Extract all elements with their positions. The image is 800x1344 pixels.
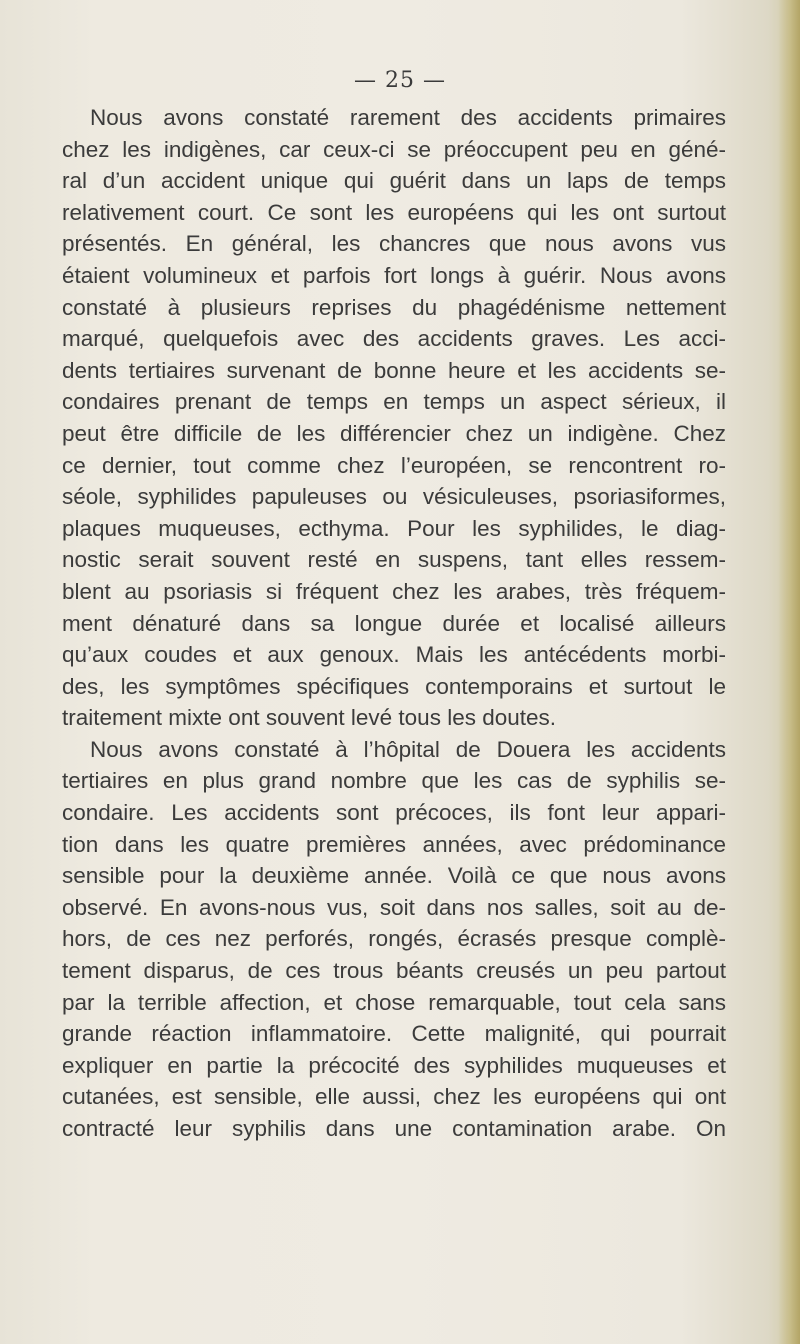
text-line: ment dénaturé dans sa longue durée et localisé ailleurs	[62, 610, 726, 636]
text-line: présentés. En général, les chancres que nous avons vus	[62, 231, 726, 257]
text-line: par la terrible affection, et chose remarquable, tout cela sans	[62, 989, 726, 1015]
body-text	[62, 102, 726, 1145]
text-line: blent au psoriasis si fréquent chez les arabes, très fréquem-	[62, 578, 726, 604]
text-line: relativement court. Ce sont les européens qui les ont surtout	[62, 199, 726, 225]
text-line: dents tertiaires survenant de bonne heure et les accidents se-	[62, 357, 726, 383]
text-line: qu’aux coudes et aux genoux. Mais les antécédents morbi-	[62, 642, 726, 668]
text-line: chez les indigènes, car ceux-ci se préoccupent peu en géné-	[62, 136, 726, 162]
text-line: des, les symptômes spécifiques contemporains et surtout le	[62, 673, 726, 699]
text-line: contracté leur syphilis dans une contamination arabe. On	[62, 1116, 726, 1141]
text-line: condaires prenant de temps en temps un aspect sérieux, il	[62, 389, 726, 415]
text-line: plaques muqueuses, ecthyma. Pour les syphilides, le diag-	[62, 515, 726, 541]
text-line: Nous avons constaté à l’hôpital de Douera les accidents	[90, 736, 726, 762]
text-line: observé. En avons-nous vus, soit dans nos salles, soit au de-	[62, 894, 726, 920]
text-line: nostic serait souvent resté en suspens, tant elles ressem-	[62, 547, 726, 573]
text-line: hors, de ces nez perforés, rongés, écrasés presque complè-	[62, 926, 726, 952]
text-line: tement disparus, de ces trous béants creusés un peu partout	[62, 958, 726, 984]
text-line: traitement mixte ont souvent levé tous les doutes.	[62, 705, 557, 731]
text-line: grande réaction inflammatoire. Cette malignité, qui pourrait	[62, 1021, 726, 1047]
text-line: étaient volumineux et parfois fort longs à guérir. Nous avons	[62, 262, 726, 288]
text-line: marqué, quelquefois avec des accidents graves. Les acci-	[62, 326, 726, 352]
text-line: Nous avons constaté rarement des accidents primaires	[90, 105, 726, 130]
text-line: sensible pour la deuxième année. Voilà ce que nous avons	[62, 863, 726, 889]
text-line: expliquer en partie la précocité des syphilides muqueuses et	[62, 1052, 726, 1078]
text-line: peut être difficile de les différencier chez un indigène. Chez	[62, 420, 726, 446]
text-line: séole, syphilides papuleuses ou vésiculeuses, psoriasiformes,	[62, 484, 726, 510]
page-number: — 25 —	[354, 68, 446, 93]
text-line: constaté à plusieurs reprises du phagédénisme nettement	[62, 294, 726, 320]
page-edge-shadow	[778, 0, 800, 1344]
text-line: condaire. Les accidents sont précoces, ils font leur appari-	[62, 800, 726, 826]
text-line: ral d’un accident unique qui guérit dans un laps de temps	[62, 168, 726, 194]
text-line: ce dernier, tout comme chez l’européen, se rencontrent ro-	[62, 452, 726, 478]
text-line: tertiaires en plus grand nombre que les cas de syphilis se-	[62, 768, 726, 794]
text-line: cutanées, est sensible, elle aussi, chez les européens qui ont	[62, 1084, 726, 1110]
text-line: tion dans les quatre premières années, avec prédominance	[62, 831, 726, 857]
